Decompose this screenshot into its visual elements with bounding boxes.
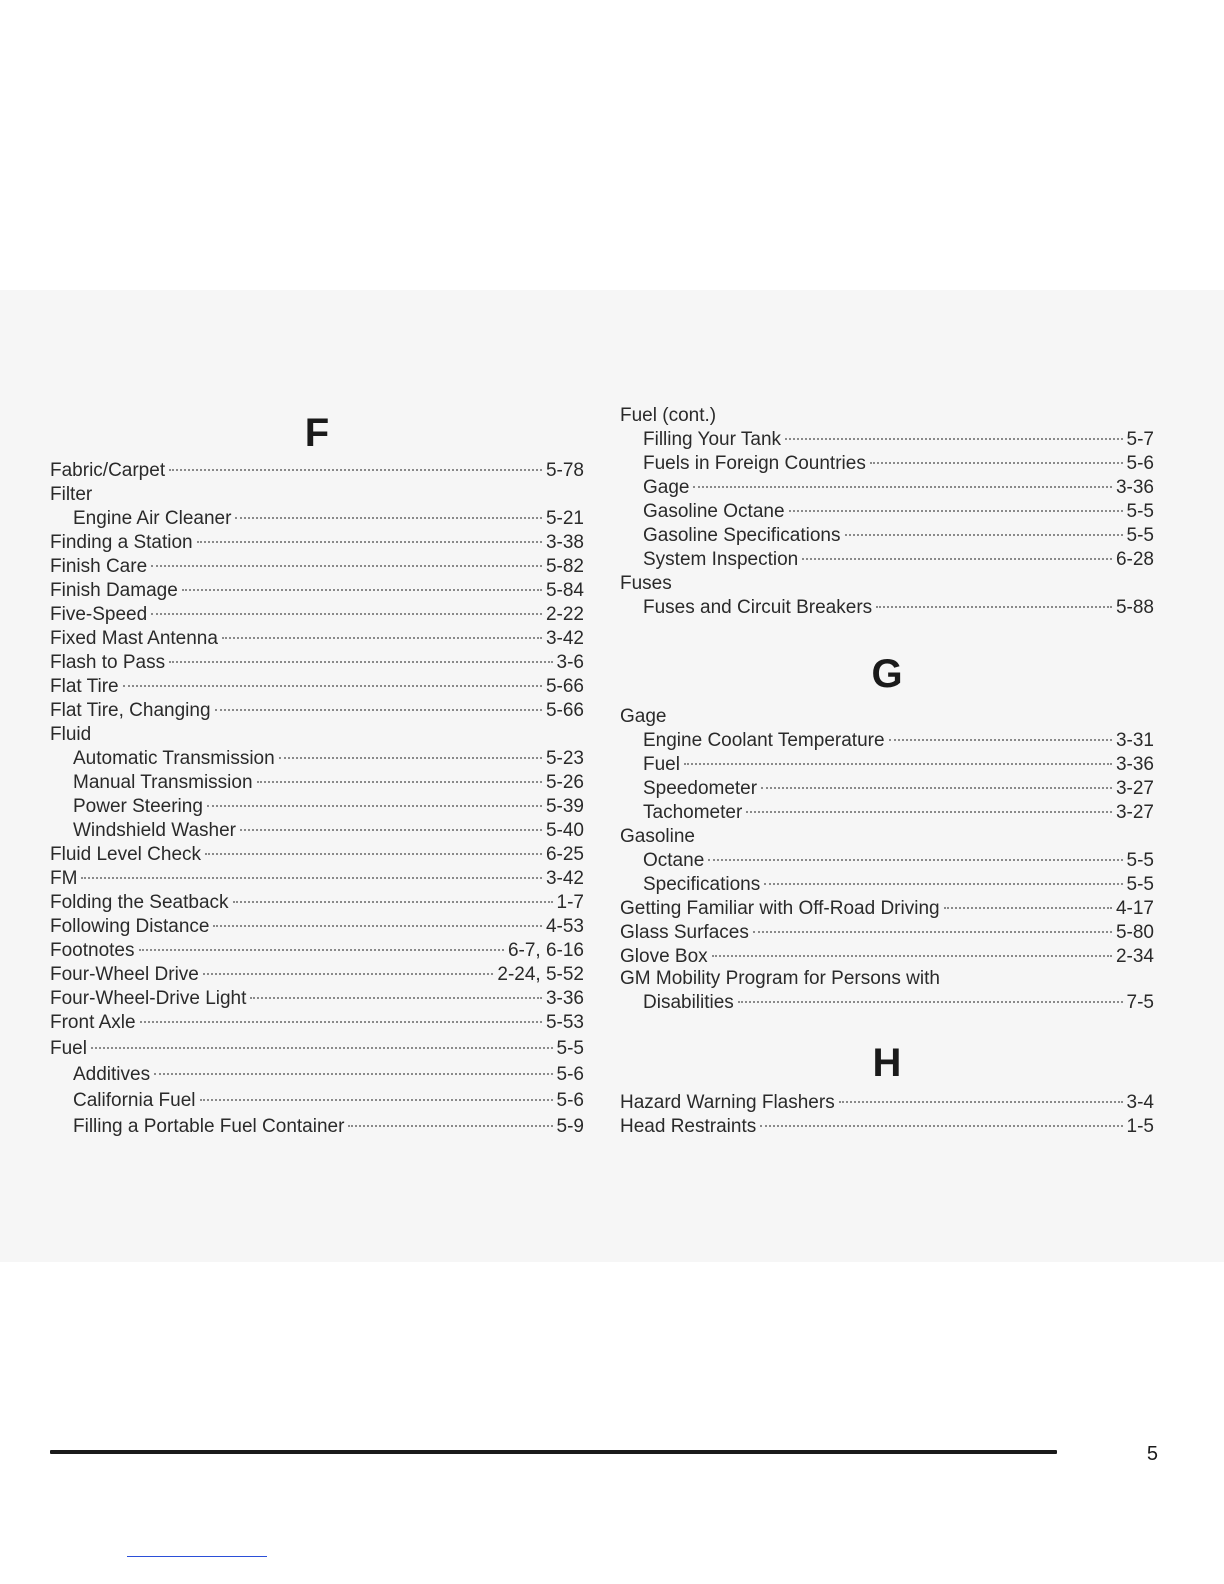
entry-page-ref: 2-22 bbox=[545, 604, 584, 625]
dot-leader bbox=[789, 510, 1123, 512]
entry-page-ref: 5-84 bbox=[545, 580, 584, 601]
index-entry bbox=[620, 921, 1154, 945]
dot-leader bbox=[222, 637, 542, 639]
entry-label: Four-Wheel-Drive Light bbox=[50, 988, 247, 1009]
entry-page-ref: 4-53 bbox=[545, 916, 584, 937]
dot-leader bbox=[151, 565, 542, 567]
dot-leader bbox=[233, 901, 553, 903]
index-entry bbox=[50, 963, 584, 987]
index-entry bbox=[620, 777, 1154, 801]
entry-label: Fuel bbox=[643, 754, 680, 775]
entry-page-ref: 6-28 bbox=[1115, 549, 1154, 570]
entry-label: Fuels in Foreign Countries bbox=[643, 453, 866, 474]
index-heading bbox=[620, 825, 1154, 849]
dot-leader bbox=[753, 931, 1112, 933]
entry-page-ref: 5-21 bbox=[545, 508, 584, 529]
entry-page-ref: 5-5 bbox=[1126, 525, 1154, 546]
entry-page-ref: 5-5 bbox=[1126, 874, 1154, 895]
index-entry bbox=[620, 849, 1154, 873]
entry-page-ref: 5-66 bbox=[545, 700, 584, 721]
index-entry bbox=[620, 452, 1154, 476]
entry-page-ref: 5-6 bbox=[556, 1064, 584, 1085]
entry-label: Fixed Mast Antenna bbox=[50, 628, 218, 649]
index-entry bbox=[620, 500, 1154, 524]
dot-leader bbox=[870, 462, 1123, 464]
entry-label: Fluid bbox=[50, 724, 92, 745]
entry-label: FM bbox=[50, 868, 78, 889]
entry-label: Tachometer bbox=[643, 802, 743, 823]
index-entry bbox=[50, 651, 584, 675]
entry-label: GM Mobility Program for Persons with bbox=[620, 968, 940, 989]
entry-page-ref: 5-6 bbox=[556, 1090, 584, 1111]
dot-leader bbox=[760, 1125, 1122, 1127]
entry-label: Folding the Seatback bbox=[50, 892, 229, 913]
index-entry bbox=[620, 548, 1154, 572]
index-heading bbox=[50, 483, 584, 507]
entry-page-ref: 3-27 bbox=[1115, 802, 1154, 823]
dot-leader bbox=[203, 973, 494, 975]
entry-page-ref: 3-4 bbox=[1126, 1092, 1154, 1113]
entry-page-ref: 2-34 bbox=[1115, 946, 1154, 967]
dot-leader bbox=[839, 1101, 1123, 1103]
footer-rule bbox=[50, 1450, 1057, 1454]
page-number: 5 bbox=[1146, 1443, 1158, 1465]
dot-leader bbox=[169, 469, 542, 471]
entry-page-ref: 5-40 bbox=[545, 820, 584, 841]
dot-leader bbox=[876, 606, 1112, 608]
index-entry bbox=[50, 699, 584, 723]
entry-page-ref: 5-5 bbox=[1126, 850, 1154, 871]
entry-page-ref: 6-7, 6-16 bbox=[507, 940, 584, 961]
dot-leader bbox=[738, 1001, 1123, 1003]
index-entry bbox=[620, 524, 1154, 548]
entry-label: Fuel (cont.) bbox=[620, 405, 717, 426]
index-entry bbox=[620, 897, 1154, 921]
entry-page-ref: 3-6 bbox=[556, 652, 584, 673]
entry-page-ref: 3-36 bbox=[545, 988, 584, 1009]
entry-page-ref: 5-53 bbox=[545, 1012, 584, 1033]
dot-leader bbox=[182, 589, 542, 591]
entry-page-ref: 5-23 bbox=[545, 748, 584, 769]
section-letter: F bbox=[304, 411, 330, 455]
entry-label: Manual Transmission bbox=[73, 772, 253, 793]
dot-leader bbox=[250, 997, 542, 999]
entry-page-ref: 5-88 bbox=[1115, 597, 1154, 618]
dot-leader bbox=[205, 853, 542, 855]
entry-label: System Inspection bbox=[643, 549, 799, 570]
index-entry bbox=[620, 991, 1154, 1015]
dot-leader bbox=[764, 883, 1122, 885]
index-entry bbox=[620, 945, 1154, 969]
index-entry bbox=[50, 747, 584, 771]
entry-page-ref: 5-5 bbox=[556, 1038, 584, 1059]
entry-label: Finish Damage bbox=[50, 580, 178, 601]
index-entry bbox=[50, 555, 584, 579]
entry-label: Filling a Portable Fuel Container bbox=[73, 1116, 345, 1137]
dot-leader bbox=[207, 805, 542, 807]
dot-leader bbox=[712, 955, 1112, 957]
dot-leader bbox=[889, 739, 1112, 741]
entry-label: Glove Box bbox=[620, 946, 708, 967]
index-entry bbox=[50, 1037, 584, 1061]
entry-page-ref: 2-24, 5-52 bbox=[497, 964, 584, 985]
dot-leader bbox=[693, 486, 1111, 488]
entry-page-ref: 3-38 bbox=[545, 532, 584, 553]
dot-leader bbox=[761, 787, 1112, 789]
entry-label: Hazard Warning Flashers bbox=[620, 1092, 835, 1113]
entry-label: Five-Speed bbox=[50, 604, 148, 625]
entry-label: Gage bbox=[643, 477, 690, 498]
entry-label: Head Restraints bbox=[620, 1116, 757, 1137]
index-entry bbox=[620, 753, 1154, 777]
index-entry bbox=[620, 729, 1154, 753]
section-letter: G bbox=[871, 652, 903, 696]
index-entry bbox=[620, 428, 1154, 452]
entry-label: Glass Surfaces bbox=[620, 922, 749, 943]
dot-leader bbox=[802, 558, 1112, 560]
dot-leader bbox=[235, 517, 542, 519]
entry-label: Filling Your Tank bbox=[643, 429, 782, 450]
dot-leader bbox=[123, 685, 542, 687]
index-entry bbox=[50, 795, 584, 819]
entry-label: Octane bbox=[643, 850, 705, 871]
index-entry bbox=[50, 891, 584, 915]
dot-leader bbox=[197, 541, 542, 543]
footer-link-underline bbox=[127, 1556, 267, 1557]
entry-page-ref: 3-27 bbox=[1115, 778, 1154, 799]
index-entry bbox=[620, 476, 1154, 500]
entry-label: Getting Familiar with Off-Road Driving bbox=[620, 898, 940, 919]
entry-page-ref: 5-26 bbox=[545, 772, 584, 793]
index-heading bbox=[620, 967, 1154, 991]
entry-label: Flat Tire bbox=[50, 676, 119, 697]
entry-page-ref: 5-6 bbox=[1126, 453, 1154, 474]
entry-page-ref: 7-5 bbox=[1126, 992, 1154, 1013]
dot-leader bbox=[215, 709, 542, 711]
index-entry bbox=[50, 915, 584, 939]
entry-label: Front Axle bbox=[50, 1012, 136, 1033]
entry-label: Fabric/Carpet bbox=[50, 460, 166, 481]
index-heading bbox=[620, 572, 1154, 596]
entry-label: Fuses bbox=[620, 573, 672, 594]
index-entry bbox=[620, 1091, 1154, 1115]
dot-leader bbox=[154, 1073, 552, 1075]
index-entry bbox=[50, 1089, 584, 1113]
index-heading bbox=[620, 404, 1154, 428]
dot-leader bbox=[845, 534, 1123, 536]
entry-page-ref: 5-39 bbox=[545, 796, 584, 817]
index-entry bbox=[50, 771, 584, 795]
entry-label: Following Distance bbox=[50, 916, 210, 937]
entry-page-ref: 3-36 bbox=[1115, 754, 1154, 775]
index-entry bbox=[50, 459, 584, 483]
index-entry bbox=[620, 1115, 1154, 1139]
entry-page-ref: 5-5 bbox=[1126, 501, 1154, 522]
dot-leader bbox=[91, 1047, 553, 1049]
section-letter: H bbox=[872, 1041, 902, 1085]
index-heading bbox=[620, 705, 1154, 729]
entry-label: Engine Air Cleaner bbox=[73, 508, 232, 529]
entry-label: Finding a Station bbox=[50, 532, 193, 553]
dot-leader bbox=[169, 661, 552, 663]
index-entry bbox=[50, 675, 584, 699]
entry-page-ref: 5-9 bbox=[556, 1116, 584, 1137]
index-entry bbox=[50, 1011, 584, 1035]
index-entry bbox=[620, 873, 1154, 897]
entry-page-ref: 3-31 bbox=[1115, 730, 1154, 751]
dot-leader bbox=[213, 925, 542, 927]
dot-leader bbox=[140, 1021, 542, 1023]
dot-leader bbox=[746, 811, 1112, 813]
index-entry bbox=[50, 531, 584, 555]
entry-page-ref: 3-42 bbox=[545, 628, 584, 649]
entry-label: Engine Coolant Temperature bbox=[643, 730, 885, 751]
index-entry bbox=[50, 1115, 584, 1139]
entry-page-ref: 4-17 bbox=[1115, 898, 1154, 919]
dot-leader bbox=[944, 907, 1112, 909]
index-entry bbox=[50, 603, 584, 627]
entry-label: Power Steering bbox=[73, 796, 203, 817]
entry-label: Disabilities bbox=[643, 992, 734, 1013]
dot-leader bbox=[151, 613, 542, 615]
dot-leader bbox=[81, 877, 542, 879]
entry-page-ref: 6-25 bbox=[545, 844, 584, 865]
entry-label: Finish Care bbox=[50, 556, 148, 577]
page-band bbox=[0, 290, 1224, 1465]
index-entry bbox=[50, 819, 584, 843]
dot-leader bbox=[139, 949, 504, 951]
entry-label: Speedometer bbox=[643, 778, 758, 799]
entry-page-ref: 3-36 bbox=[1115, 477, 1154, 498]
index-entry bbox=[50, 987, 584, 1011]
dot-leader bbox=[348, 1125, 552, 1127]
entry-label: Automatic Transmission bbox=[73, 748, 275, 769]
dot-leader bbox=[708, 859, 1122, 861]
entry-page-ref: 5-7 bbox=[1126, 429, 1154, 450]
entry-label: Fluid Level Check bbox=[50, 844, 202, 865]
entry-label: Flash to Pass bbox=[50, 652, 166, 673]
entry-page-ref: 5-78 bbox=[545, 460, 584, 481]
entry-page-ref: 5-82 bbox=[545, 556, 584, 577]
entry-label: Gasoline Octane bbox=[643, 501, 785, 522]
entry-label: Additives bbox=[73, 1064, 151, 1085]
entry-label: Gage bbox=[620, 706, 667, 727]
entry-label: Flat Tire, Changing bbox=[50, 700, 211, 721]
entry-page-ref: 5-66 bbox=[545, 676, 584, 697]
dot-leader bbox=[200, 1099, 553, 1101]
index-heading bbox=[50, 723, 584, 747]
entry-label: Footnotes bbox=[50, 940, 135, 961]
dot-leader bbox=[785, 438, 1123, 440]
entry-label: California Fuel bbox=[73, 1090, 196, 1111]
index-entry bbox=[50, 843, 584, 867]
index-entry bbox=[50, 867, 584, 891]
entry-page-ref: 5-80 bbox=[1115, 922, 1154, 943]
index-entry bbox=[50, 507, 584, 531]
entry-page-ref: 1-7 bbox=[556, 892, 584, 913]
entry-label: Specifications bbox=[643, 874, 761, 895]
dot-leader bbox=[240, 829, 542, 831]
entry-page-ref: 1-5 bbox=[1126, 1116, 1154, 1137]
entry-label: Windshield Washer bbox=[73, 820, 236, 841]
entry-label: Fuel bbox=[50, 1038, 87, 1059]
entry-label: Four-Wheel Drive bbox=[50, 964, 199, 985]
index-entry bbox=[50, 627, 584, 651]
index-entry bbox=[50, 579, 584, 603]
dot-leader bbox=[279, 757, 542, 759]
index-entry bbox=[50, 1063, 584, 1087]
entry-label: Fuses and Circuit Breakers bbox=[643, 597, 873, 618]
dot-leader bbox=[257, 781, 542, 783]
entry-label: Filter bbox=[50, 484, 93, 505]
dot-leader bbox=[684, 763, 1112, 765]
index-entry bbox=[620, 801, 1154, 825]
index-entry bbox=[50, 939, 584, 963]
entry-page-ref: 3-42 bbox=[545, 868, 584, 889]
index-entry bbox=[620, 596, 1154, 620]
entry-label: Gasoline Specifications bbox=[643, 525, 841, 546]
entry-label: Gasoline bbox=[620, 826, 695, 847]
